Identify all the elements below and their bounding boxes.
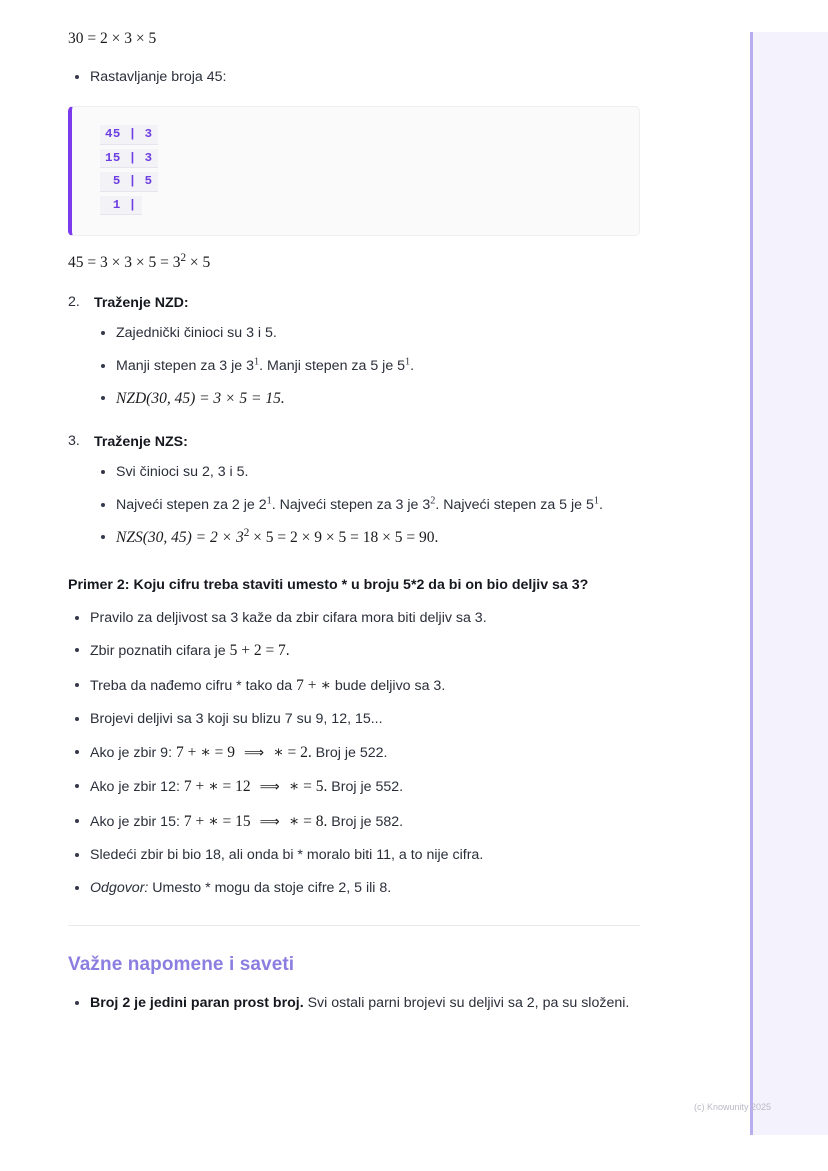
math-exponent: 2 <box>243 527 250 540</box>
code-line: 15 | 3 <box>100 149 158 168</box>
text-part: Broj je 552. <box>327 779 404 796</box>
step-list-nzs <box>68 433 640 550</box>
primer2-bullets <box>68 607 640 899</box>
bullet-text: Pravilo za deljivost sa 3 kaže da zbir cifara mora biti deljiv sa 3. <box>90 609 487 626</box>
step-title: Traženje NZD: <box>94 295 189 312</box>
list-item <box>68 674 640 698</box>
list-item <box>94 461 640 483</box>
text-part: . Manji stepen za 5 je 5 <box>259 357 406 374</box>
list-item <box>68 877 640 899</box>
bullet-text <box>90 745 387 761</box>
math-part: 45 = 3 × 3 × 5 = 3 <box>68 254 181 272</box>
list-item <box>68 844 640 866</box>
math-nzd-result: NZD(30, 45) = 3 × 5 = 15. <box>116 389 285 407</box>
text-part: Broj je 582. <box>327 813 404 830</box>
list-item <box>68 708 640 730</box>
math-part: 5 + 2 = 7. <box>229 642 290 660</box>
bullet-text <box>90 678 445 694</box>
step-item-nzs <box>68 433 640 550</box>
math-part: 7 + ∗ = 9 <box>175 743 235 761</box>
bullet-text: Zajednički činioci su 3 i 5. <box>116 325 277 342</box>
math-exponent: 2 <box>180 251 187 264</box>
list-item <box>68 775 640 799</box>
step-item-nzd <box>68 294 640 411</box>
napomene-bullets <box>68 992 640 1014</box>
list-item <box>68 639 640 663</box>
text-part: . Najveći stepen za 3 je 3 <box>271 496 431 513</box>
bullet-text: Svi činioci su 2, 3 i 5. <box>116 464 249 481</box>
list-item <box>94 494 640 516</box>
code-line: 1 | <box>100 196 142 215</box>
nzs-bullets <box>94 461 640 550</box>
code-block-factorization-45 <box>68 106 640 236</box>
implies-arrow-icon: ⟹ <box>259 778 280 795</box>
list-item <box>68 992 640 1014</box>
code-lines <box>100 125 623 219</box>
text-part: . <box>599 496 603 513</box>
bullet-text: Sledeći zbir bi bio 18, ali onda bi * moralo biti 11, a to nije cifra. <box>90 847 484 864</box>
math-part: ∗ = 5. <box>288 778 328 796</box>
implies-arrow-icon: ⟹ <box>243 743 265 760</box>
math-part: 7 + ∗ <box>296 676 331 694</box>
nzd-bullets <box>94 322 640 411</box>
math-part: ∗ = 2. <box>273 743 312 761</box>
math-part: 7 + ∗ = 15 <box>183 812 251 830</box>
bullet-text <box>90 779 403 795</box>
math-part: 7 + ∗ = 12 <box>183 778 251 796</box>
list-item <box>94 355 640 377</box>
napomena-text: Svi ostali parni brojevi su deljivi sa 2, pa su složeni. <box>303 994 630 1011</box>
answer-label: Odgovor: <box>90 879 149 896</box>
math-nzs-result: NZS(30, $45) = 2 \times 3^2 \times 5 = 2 \times 9 \times 5 = 18 \times 5 = 90$. <box>116 527 439 547</box>
math-part: ∗ = 8. <box>288 812 328 830</box>
bullet-text <box>90 814 403 830</box>
code-line: 45 | 3 <box>100 125 158 144</box>
bullet-text <box>90 643 290 659</box>
text-part: Umesto * mogu da stoje cifre 2, 5 ili 8. <box>148 879 392 896</box>
text-part: . <box>410 357 415 374</box>
math-exponent: 1 <box>254 355 260 367</box>
text-part: Treba da nađemo cifru * tako da <box>90 677 297 694</box>
math-exponent: 2 <box>430 495 436 507</box>
text-part: Ako je zbir 9: <box>90 744 176 761</box>
math-exponent: 1 <box>593 495 599 507</box>
right-side-rail-accent-line <box>750 32 753 1135</box>
text-part: Broj je 522. <box>311 744 388 761</box>
math-part: × 5 = 2 × 9 × 5 = 18 × 5 = 90. <box>249 529 439 547</box>
step-number: 2. <box>68 294 80 311</box>
list-item <box>68 741 640 765</box>
math-factorization-45 <box>68 251 640 272</box>
list-item <box>94 526 640 550</box>
text-part: Ako je zbir 12: <box>90 779 184 796</box>
text-part: Manji stepen za 3 je 3 <box>116 357 255 374</box>
code-line: 5 | 5 <box>100 172 158 191</box>
math-factorization-30: 30 = 2 × 3 × 5 <box>68 30 157 47</box>
implies-arrow-icon: ⟹ <box>259 812 280 829</box>
section-divider <box>68 925 640 926</box>
list-item <box>68 607 640 629</box>
bullet-text <box>116 355 415 374</box>
section-heading-napomene: Važne napomene i saveti <box>68 953 295 975</box>
text-part: bude deljivo sa 3. <box>330 677 446 694</box>
list-item <box>68 810 640 834</box>
list-rastavljanje <box>68 66 640 88</box>
text-part: . Najveći stepen za 5 je 5 <box>435 496 594 513</box>
list-item <box>94 322 640 344</box>
watermark: (c) Knowunity 2025 <box>694 1102 772 1112</box>
math-part: × 5 <box>186 254 211 272</box>
right-side-rail <box>750 32 828 1135</box>
math-exponent: 1 <box>405 355 411 367</box>
primer2-heading: Primer 2: Koju cifru treba staviti umesto * u broju 5*2 da bi on bio deljiv sa 3? <box>68 576 589 593</box>
text-part: Zbir poznatih cifara je <box>90 643 230 660</box>
bullet-text: Brojevi deljivi sa 3 koji su blizu 7 su 9, 12, 15... <box>90 711 383 728</box>
step-title: Traženje NZS: <box>94 434 188 451</box>
text-part: Ako je zbir 15: <box>90 813 184 830</box>
text-part: Najveći stepen za 2 je 2 <box>116 496 267 513</box>
list-item <box>94 387 640 411</box>
step-number: 3. <box>68 433 80 450</box>
math-exponent: 1 <box>266 495 272 507</box>
list-item <box>68 66 640 88</box>
step-list-nzd <box>68 294 640 411</box>
bullet-text <box>90 880 391 896</box>
bullet-text <box>116 497 603 513</box>
napomena-bold: Broj 2 je jedini paran prost broj. <box>90 994 304 1011</box>
bullet-text: Rastavljanje broja 45: <box>90 69 227 85</box>
